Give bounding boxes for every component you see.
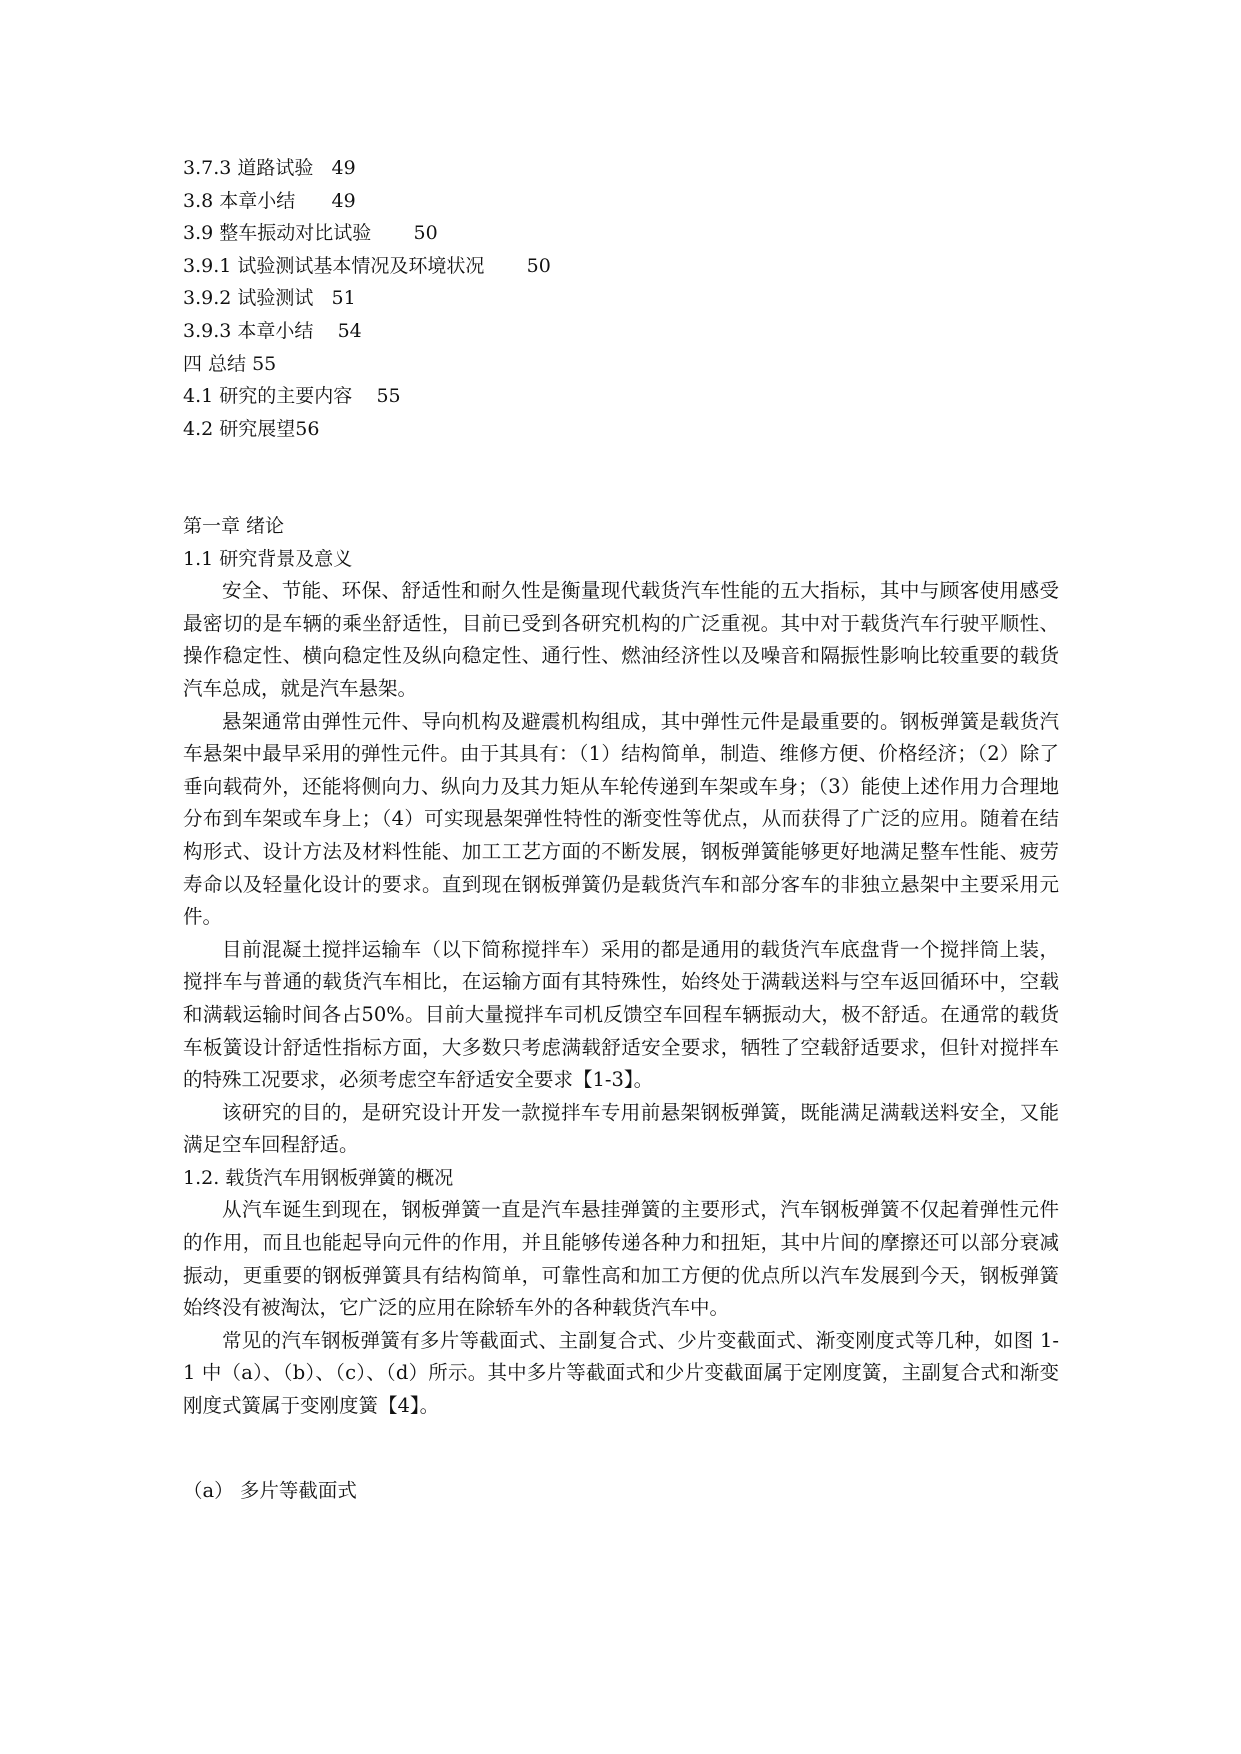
toc-entry-label: 3.9.3 本章小结	[183, 319, 314, 342]
toc-entry	[183, 380, 883, 413]
toc-entry	[183, 250, 883, 283]
toc-entry-page: 51	[331, 287, 356, 310]
toc-entry	[183, 348, 883, 381]
toc-entry-page: 55	[252, 352, 277, 375]
toc-entry-page: 49	[331, 189, 356, 212]
paragraph: 常见的汽车钢板弹簧有多片等截面式、主副复合式、少片变截面式、渐变刚度式等几种，如图 1-1 中（a）、（b）、（c）、（d）所示。其中多片等截面式和少片变截面属于定刚度簧，主副复合式和渐变刚度式簧属于变刚度簧【4】。	[183, 1328, 1059, 1418]
toc-entry-page: 49	[331, 157, 356, 179]
paragraph: 从汽车诞生到现在，钢板弹簧一直是汽车悬挂弹簧的主要形式，汽车钢板弹簧不仅起着弹性元件的作用，而且也能起导向元件的作用，并且能够传递各种力和扭矩，其中片间的摩擦还可以部分衰减振动，更重要的钢板弹簧具有结构简单，可靠性高和加工方便的优点所以汽车发展到今天，钢板弹簧始终没有被淘汰，它广泛的应用在除轿车外的各种载货汽车中。	[183, 1198, 1059, 1320]
toc-entry-label: 4.1 研究的主要内容	[183, 385, 353, 408]
toc-entry-page: 50	[413, 222, 438, 245]
toc-entry-page: 54	[337, 319, 362, 342]
toc-entry-label: 3.7.3 道路试验	[183, 157, 314, 179]
toc-entry-page: 55	[376, 385, 401, 408]
paragraph: 目前混凝土搅拌运输车（以下简称搅拌车）采用的都是通用的载货汽车底盘背一个搅拌筒上装，搅拌车与普通的载货汽车相比，在运输方面有其特殊性，始终处于满载送料与空车返回循环中，空载和满载运输时间各占50%。目前大量搅拌车司机反馈空车回程车辆振动大，极不舒适。在通常的载货车板簧设计舒适性指标方面，大多数只考虑满载舒适安全要求，牺牲了空载舒适要求，但针对搅拌车的特殊工况要求，必须考虑空车舒适安全要求【1-3】。	[183, 937, 1059, 1092]
toc-entry	[183, 315, 883, 348]
toc-entry-label: 四 总结	[183, 352, 247, 375]
toc-entry	[183, 152, 883, 185]
table-of-contents	[183, 152, 883, 445]
paragraph: 悬架通常由弹性元件、导向机构及避震机构组成，其中弹性元件是最重要的。钢板弹簧是载货汽车悬架中最早采用的弹性元件。由于其具有：（1）结构简单，制造、维修方便、价格经济；（2）除了垂向载荷外，还能将侧向力、纵向力及其力矩从车轮传递到车架或车身；（3）能使上述作用力合理地分布到车架或车身上；（4）可实现悬架弹性特性的渐变性等优点，从而获得了广泛的应用。随着在结构形式、设计方法及材料性能、加工工艺方面的不断发展，钢板弹簧能够更好地满足整车性能、疲劳寿命以及轻量化设计的要求。直到现在钢板弹簧仍是载货汽车和部分客车的非独立悬架中主要采用元件。	[183, 709, 1059, 929]
toc-entry-page: 56	[295, 417, 320, 440]
toc-entry-label: 4.2 研究展望	[183, 417, 296, 440]
toc-entry-page: 50	[526, 254, 551, 277]
toc-entry	[183, 413, 883, 446]
toc-entry-label: 3.9 整车振动对比试验	[183, 222, 372, 245]
toc-entry	[183, 217, 883, 250]
section-heading-1-2: 1.2. 载货汽车用钢板弹簧的概况	[183, 1166, 454, 1189]
toc-entry-label: 3.9.1 试验测试基本情况及环境状况	[183, 254, 485, 277]
section-heading-1-1: 1.1 研究背景及意义	[183, 547, 353, 570]
toc-entry	[183, 282, 883, 315]
chapter-body	[183, 510, 1059, 1423]
figure-caption: （a） 多片等截面式	[183, 1479, 357, 1502]
toc-entry	[183, 185, 883, 218]
toc-entry-label: 3.9.2 试验测试	[183, 287, 314, 310]
chapter-title: 第一章 绪论	[183, 515, 285, 537]
paragraph: 安全、节能、环保、舒适性和耐久性是衡量现代载货汽车性能的五大指标，其中与顾客使用感受最密切的是车辆的乘坐舒适性，目前已受到各研究机构的广泛重视。其中对于载货汽车行驶平顺性、操作稳定性、横向稳定性及纵向稳定性、通行性、燃油经济性以及噪音和隔振性影响比较重要的载货汽车总成，就是汽车悬架。	[183, 579, 1059, 700]
toc-entry-label: 3.8 本章小结	[183, 189, 296, 212]
paragraph: 该研究的目的，是研究设计开发一款搅拌车专用前悬架钢板弹簧，既能满足满载送料安全，又能满足空车回程舒适。	[183, 1100, 1059, 1157]
